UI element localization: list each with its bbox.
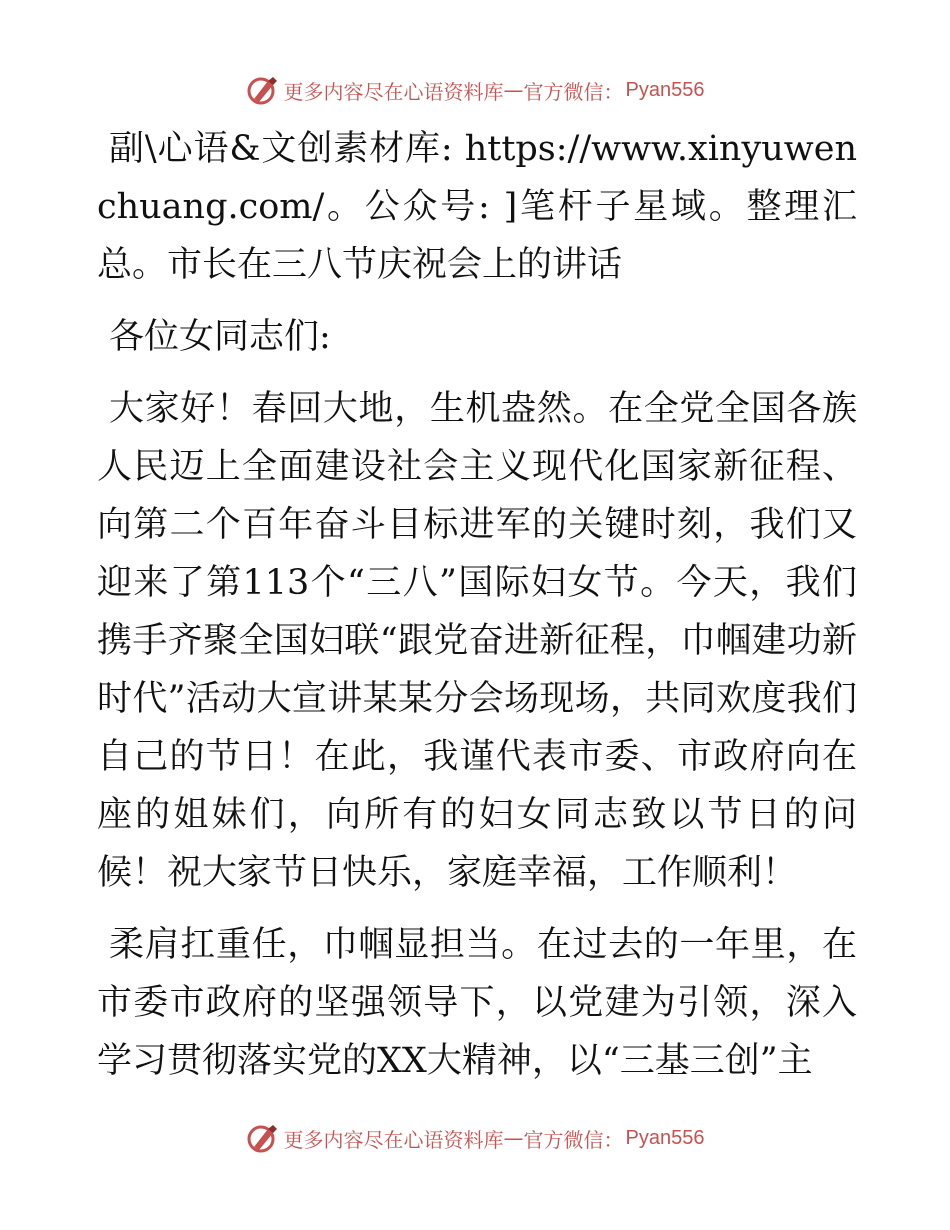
banner-text: 更多内容尽在心语资料库 xyxy=(283,1127,504,1152)
banner-text: 更多内容尽在心语资料库 xyxy=(283,79,504,104)
red-pen-logo-icon xyxy=(246,1121,280,1155)
paragraph-salutation: 各位女同志们: xyxy=(109,317,331,357)
paragraph-greeting: 大家好！春回大地，生机盎然。在全党全国各族人民迈上全面建设社会主义现代化国家新征程、向第二个百年奋斗目标进军的关键时刻，我们又迎来了第113个“三八”国际妇女节。今天，我们携手齐聚全国妇联“跟党奋进新征程，巾帼建功新时代”活动大宣讲某某分会场现场，共同欢度我们自己的节日！在此，我谨代表市委、市政府向在座的姐妹们，向所有的妇女同志致以节日的问候！祝大家节日快乐，家庭幸福，工作顺利！ xyxy=(97,389,857,893)
header-watermark-banner xyxy=(0,70,950,110)
banner-separator: — xyxy=(503,78,524,102)
footer-watermark-banner xyxy=(0,1118,950,1158)
paragraph-intro: 副\心语&文创素材库: https://www.xinyuwenchuang.com/。公众号: ]笔杆子星域。整理汇总。市长在三八节庆祝会上的讲话 xyxy=(97,129,857,285)
banner-separator: — xyxy=(503,1126,524,1150)
banner-label: 官方微信： xyxy=(523,1127,624,1152)
banner-wechat-id: Pyan556 xyxy=(625,1126,705,1149)
banner-label: 官方微信： xyxy=(523,79,624,104)
document-body xyxy=(97,120,857,1090)
paragraph-achievements: 柔肩扛重任，巾帼显担当。在过去的一年里，在市委市政府的坚强领导下，以党建为引领，深入学习贯彻落实党的XX大精神，以“三基三创”主 xyxy=(97,925,857,1081)
red-pen-logo-icon xyxy=(246,73,280,107)
banner-wechat-id: Pyan556 xyxy=(625,78,705,101)
